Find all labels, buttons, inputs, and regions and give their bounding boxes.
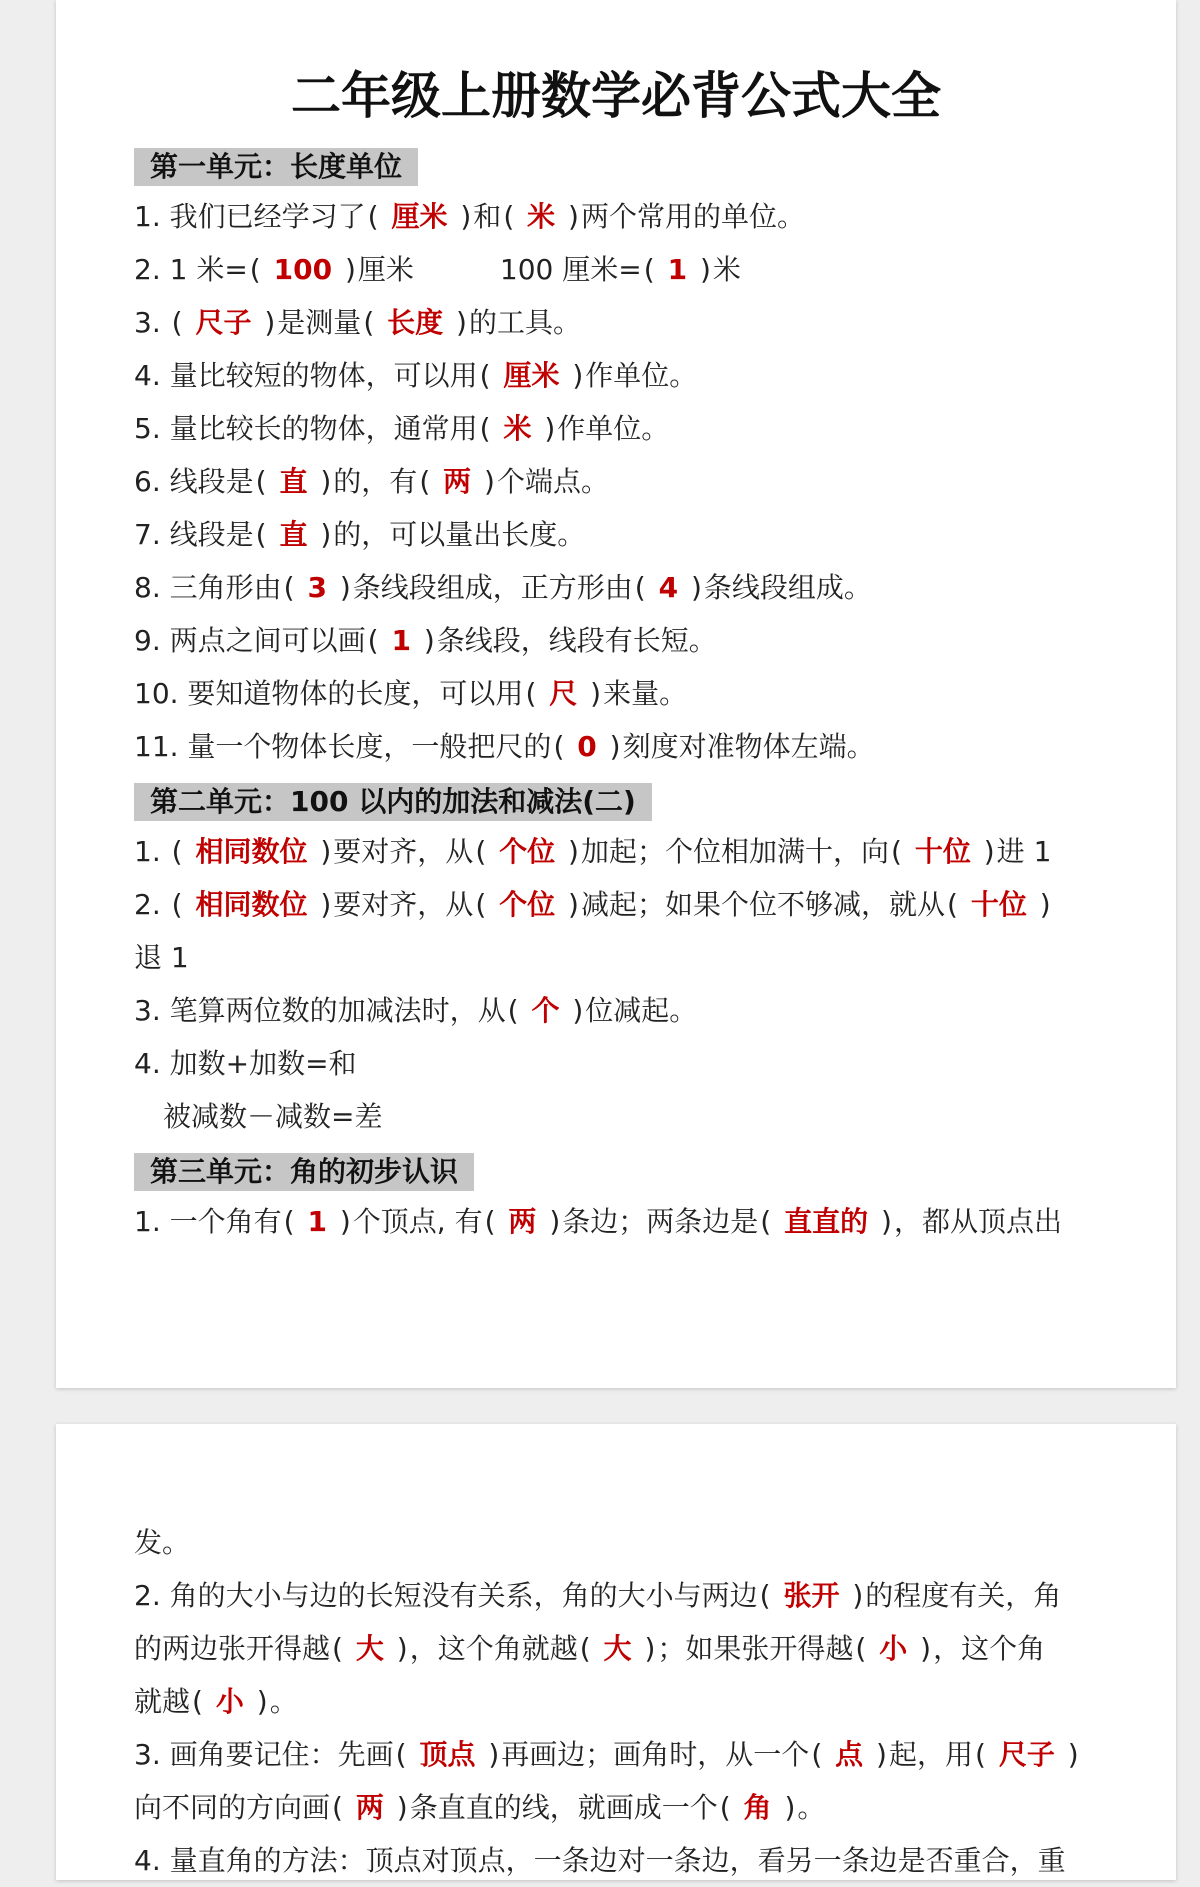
list-item: 3. 画角要记住：先画( 顶点 ) 再画边；画角时，从一个( 点 ) 起，用( 尺子 ) (134, 1728, 1114, 1781)
answer-blank: ( 尺子 ) (973, 1738, 1081, 1771)
list-item-continuation: 发。 (134, 1526, 191, 1559)
answer-blank: ( 0 ) (551, 730, 622, 763)
list-item: 9. 两点之间可以画( 1 ) 条线段，线段有长短。 (134, 614, 1114, 667)
list-item: 1. 一个角有( 1 ) 个顶点, 有( 两 ) 条边；两条边是( 直直的 ) ，都从顶点出 (134, 1195, 1114, 1248)
answer-blank: ( 直 ) (254, 465, 334, 498)
answer-blank: ( 大 ) (330, 1632, 410, 1665)
list-item: 2. 1 米=( 100 ) 厘米 100 厘米=( 1 ) 米 (134, 243, 1114, 296)
answer-blank: ( 长度 ) (361, 306, 469, 339)
document-title: 二年级上册数学必背公式大全 (291, 67, 941, 125)
answer-blank: ( 相同数位 ) (170, 835, 334, 868)
answer-blank: ( 1 ) (282, 1205, 353, 1238)
list-item: 2. ( 相同数位 ) 要对齐，从( 个位 ) 减起；如果个位不够减，就从( 十位 ) (134, 878, 1114, 931)
answer-blank: ( 米 ) (478, 412, 558, 445)
list-item: 3. 笔算两位数的加减法时，从( 个 ) 位减起。 (134, 984, 1114, 1037)
list-item: 2. 角的大小与边的长短没有关系，角的大小与两边( 张开 ) 的程度有关，角 (134, 1569, 1114, 1622)
answer-blank: ( 米 ) (501, 200, 581, 233)
answer-blank: ( 厘米 ) (366, 200, 474, 233)
answer-blank: ( 顶点 ) (394, 1738, 502, 1771)
answer-blank: ( 小 ) (190, 1685, 270, 1718)
list-item-continuation: 退 1 (134, 941, 189, 974)
answer-blank: ( 两 ) (330, 1791, 410, 1824)
answer-blank: ( 点 ) (809, 1738, 889, 1771)
list-item: 1. ( 相同数位 ) 要对齐，从( 个位 ) 加起；个位相加满十，向( 十位 ) 进 1 (134, 825, 1114, 878)
answer-blank: ( 角 ) (718, 1791, 798, 1824)
answer-blank: ( 两 ) (483, 1205, 563, 1238)
list-item-continuation: 就越( 小 ) 。 (134, 1675, 1114, 1728)
list-item: 10. 要知道物体的长度，可以用( 尺 ) 来量。 (134, 667, 1114, 720)
list-item-continuation: 的两边张开得越( 大 ) ，这个角就越( 大 ) ；如果张开得越( 小 ) ，这个角 (134, 1622, 1114, 1675)
answer-blank: ( 个位 ) (473, 888, 581, 921)
answer-blank: ( 大 ) (578, 1632, 658, 1665)
answer-blank: ( 尺子 ) (170, 306, 278, 339)
answer-blank: ( 十位 ) (889, 835, 997, 868)
answer-blank: ( 3 ) (282, 571, 353, 604)
answer-blank: ( 张开 ) (758, 1579, 866, 1612)
answer-blank: ( 直 ) (254, 518, 334, 551)
answer-blank: ( 相同数位 ) (170, 888, 334, 921)
list-item: 5. 量比较长的物体，通常用( 米 ) 作单位。 (134, 402, 1114, 455)
list-item: 3. ( 尺子 ) 是测量( 长度 ) 的工具。 (134, 296, 1114, 349)
document-page-1 (56, 0, 1176, 1388)
list-item: 6. 线段是( 直 ) 的，有( 两 ) 个端点。 (134, 455, 1114, 508)
answer-blank: ( 十位 ) (945, 888, 1053, 921)
answer-blank: ( 100 ) (248, 253, 358, 286)
list-item-continuation: 向不同的方向画( 两 ) 条直直的线，就画成一个( 角 ) 。 (134, 1781, 1114, 1834)
answer-blank: ( 1 ) (642, 253, 713, 286)
answer-blank: ( 厘米 ) (478, 359, 586, 392)
list-item: 4. 量比较短的物体，可以用( 厘米 ) 作单位。 (134, 349, 1114, 402)
answer-blank: ( 1 ) (366, 624, 437, 657)
list-item-cut-off: 4. 量直角的方法：顶点对顶点，一条边对一条边，看另一条边是否重合，重 (134, 1844, 1066, 1877)
section-heading-unit1: 第一单元：长度单位 (134, 148, 418, 186)
answer-blank: ( 4 ) (633, 571, 704, 604)
section-heading-unit3: 第三单元：角的初步认识 (134, 1153, 474, 1191)
list-item: 7. 线段是( 直 ) 的，可以量出长度。 (134, 508, 1114, 561)
answer-blank: ( 小 ) (853, 1632, 933, 1665)
list-item: 8. 三角形由( 3 ) 条线段组成，正方形由( 4 ) 条线段组成。 (134, 561, 1114, 614)
list-item: 11. 量一个物体长度，一般把尺的( 0 ) 刻度对准物体左端。 (134, 720, 1114, 773)
list-item: 1. 我们已经学习了( 厘米 ) 和( 米 ) 两个常用的单位。 (134, 190, 1114, 243)
answer-blank: ( 两 ) (417, 465, 497, 498)
list-item: 4. 加数+加数=和 (134, 1047, 357, 1080)
answer-blank: ( 尺 ) (523, 677, 603, 710)
answer-blank: ( 直直的 ) (758, 1205, 894, 1238)
answer-blank: ( 个位 ) (473, 835, 581, 868)
section-heading-unit2: 第二单元：100 以内的加法和减法(二) (134, 783, 652, 821)
document-page-2 (56, 1424, 1176, 1880)
list-item: 被减数－减数=差 (163, 1100, 383, 1133)
answer-blank: ( 个 ) (506, 994, 586, 1027)
